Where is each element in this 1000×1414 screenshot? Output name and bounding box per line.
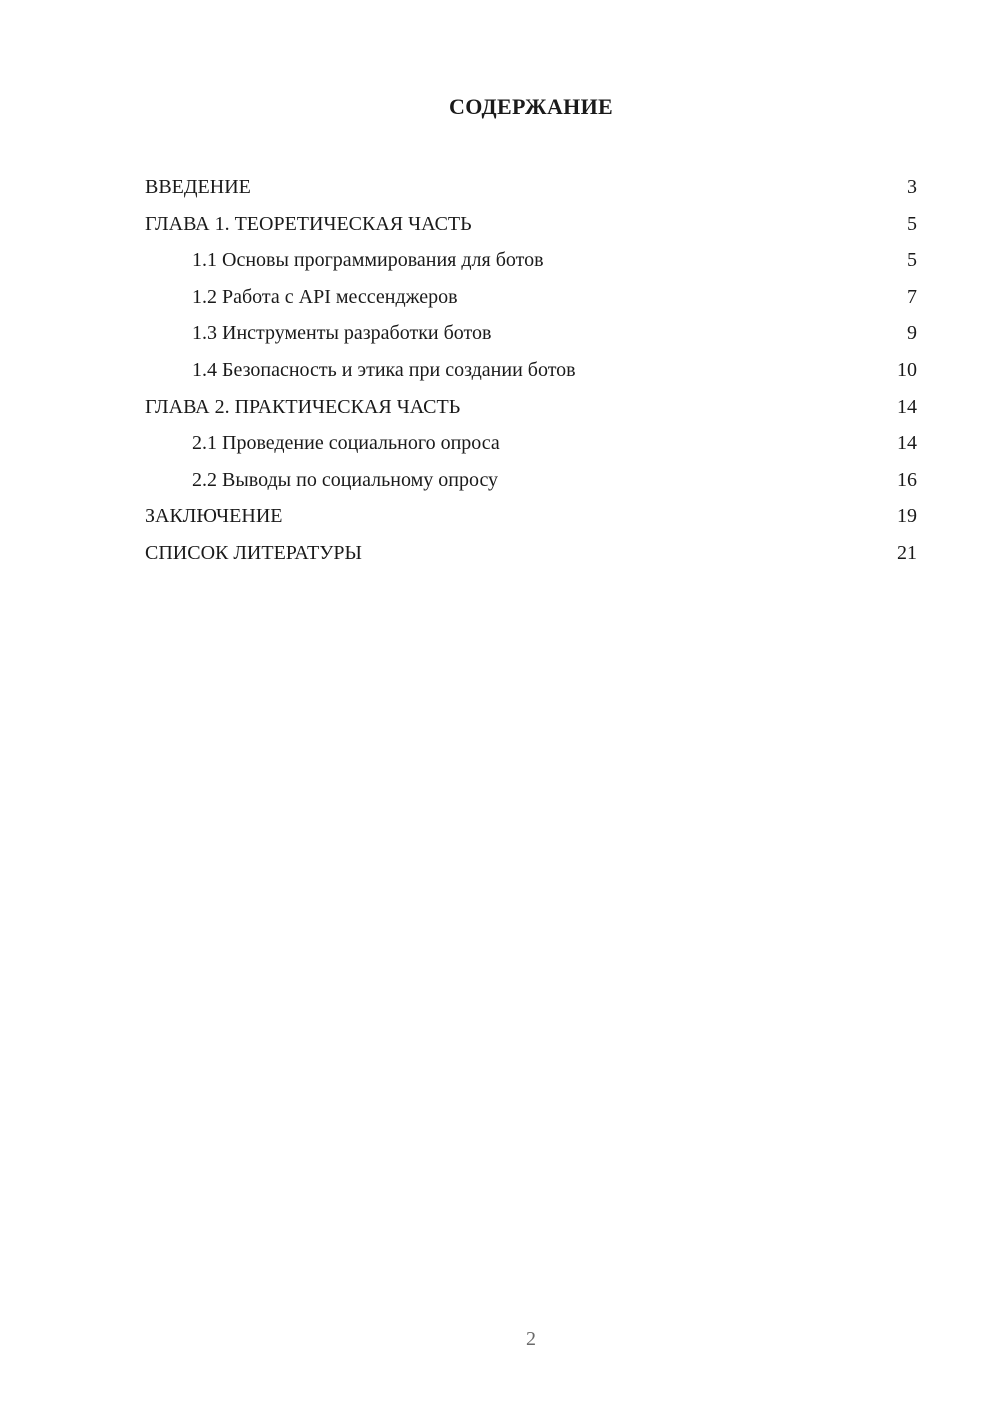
toc-entry — [145, 498, 917, 535]
toc-entry-page-number: 5 — [907, 212, 917, 235]
toc-entry-label: 2.1 Проведение социального опроса — [192, 432, 500, 455]
toc-entry-label: ВВЕДЕНИЕ — [145, 176, 251, 198]
footer-page-number: 2 — [526, 1328, 536, 1350]
toc-entry-label: 1.3 Инструменты разработки ботов — [192, 322, 492, 345]
toc-entry-page-number: 21 — [897, 541, 917, 564]
toc-entry — [145, 279, 917, 316]
table-of-contents — [145, 169, 917, 572]
toc-entry-page-number: 10 — [897, 358, 917, 381]
toc-entry-label: 1.1 Основы программирования для ботов — [192, 249, 544, 272]
toc-entry-page-number: 3 — [907, 176, 917, 198]
toc-entry — [145, 315, 917, 352]
page-title: СОДЕРЖАНИЕ — [449, 94, 613, 119]
toc-entry — [145, 389, 917, 426]
toc-entry-page-number: 14 — [897, 395, 917, 418]
toc-entry-page-number: 7 — [907, 285, 917, 308]
toc-entry-label: ГЛАВА 1. ТЕОРЕТИЧЕСКАЯ ЧАСТЬ — [145, 212, 472, 235]
toc-entry-label: ГЛАВА 2. ПРАКТИЧЕСКАЯ ЧАСТЬ — [145, 395, 461, 418]
toc-entry — [145, 535, 917, 572]
toc-entry — [145, 169, 917, 206]
toc-entry-page-number: 16 — [897, 468, 917, 491]
toc-entry — [145, 462, 917, 499]
toc-entry-page-number: 9 — [907, 322, 917, 345]
toc-entry — [145, 206, 917, 243]
toc-entry-label: 1.4 Безопасность и этика при создании ботов — [192, 358, 576, 381]
toc-entry-label: ЗАКЛЮЧЕНИЕ — [145, 505, 283, 528]
toc-entry-label: СПИСОК ЛИТЕРАТУРЫ — [145, 541, 362, 564]
toc-entry — [145, 425, 917, 462]
toc-entry — [145, 352, 917, 389]
toc-entry-page-number: 5 — [907, 249, 917, 272]
toc-entry-page-number: 14 — [897, 432, 917, 455]
toc-entry-page-number: 19 — [897, 505, 917, 528]
toc-entry-label: 2.2 Выводы по социальному опросу — [192, 468, 499, 491]
toc-entry-label: 1.2 Работа с API мессенджеров — [192, 285, 458, 308]
toc-entry — [145, 242, 917, 279]
